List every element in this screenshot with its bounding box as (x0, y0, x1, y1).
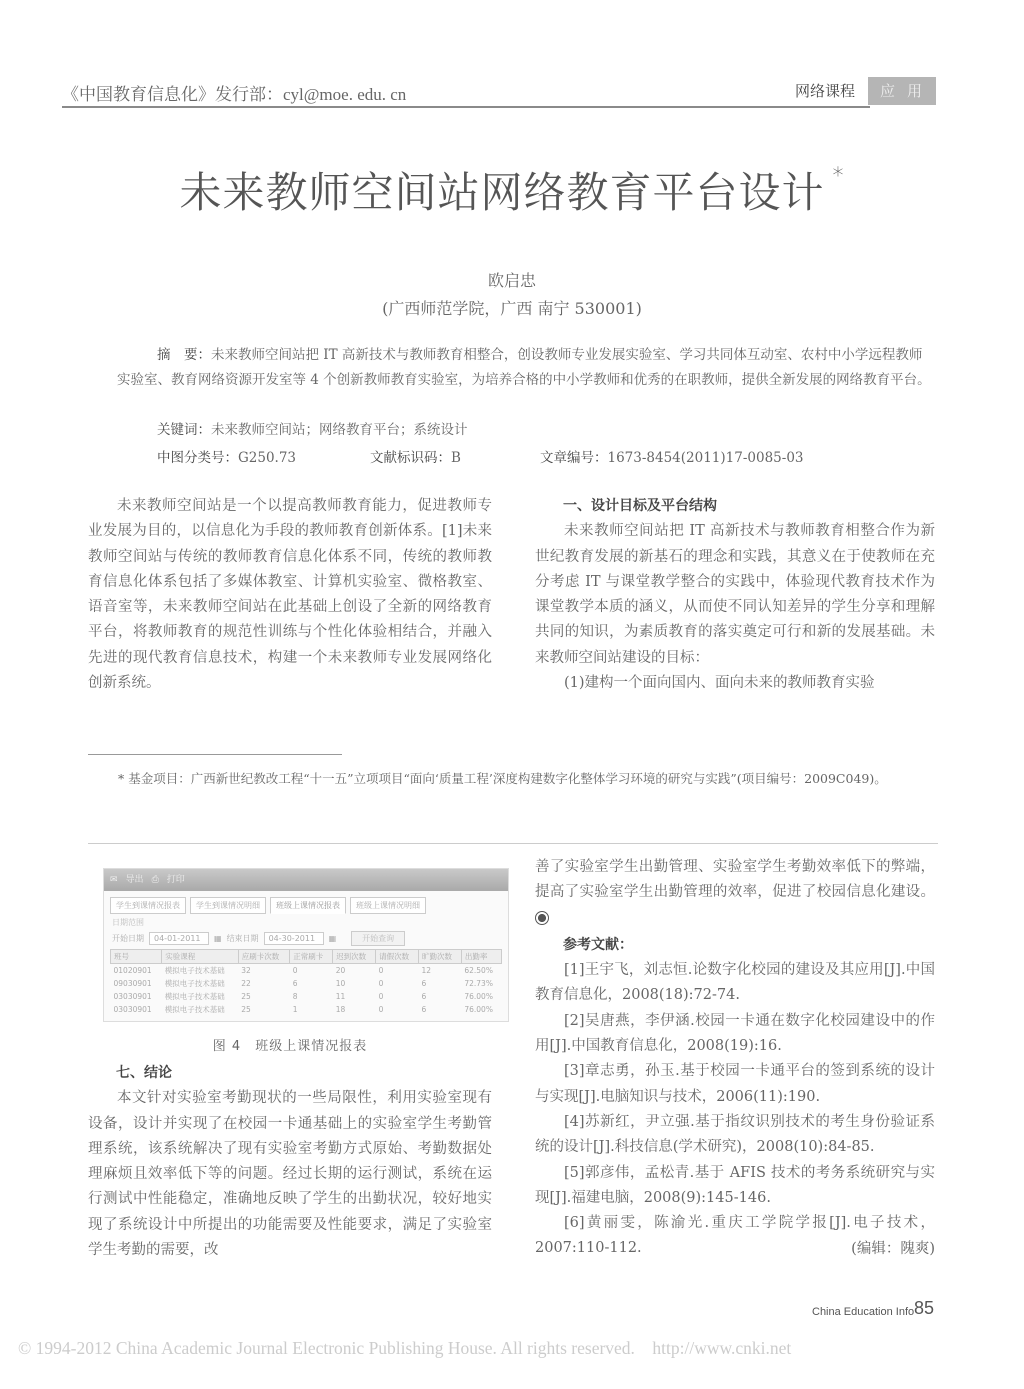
table-cell: 72.73% (464, 979, 493, 988)
figure-tab: 班级上课情况明细 (350, 897, 426, 914)
figure-tab-active: 班级上课情况报表 (270, 897, 346, 914)
funding-footnote: * 基金项目：广西新世纪教改工程“十一五”立项项目“面向‘质量工程’深度构建数字化整体学习环境的研究与实践”(项目编号：2009C049)。 (118, 771, 887, 786)
table-row (111, 1003, 502, 1016)
clc (157, 446, 296, 466)
table-cell: 20 (335, 966, 346, 975)
table-cell: 6 (421, 992, 427, 1001)
table-cell: 03030901 (113, 992, 152, 1001)
table-header-cell: 应刷卡次数 (238, 950, 290, 964)
end-date-label: 结束日期 (226, 934, 259, 943)
section7-heading: 七、结论 (116, 1065, 172, 1081)
table-cell: 25 (241, 992, 251, 1001)
footnote-rule (88, 754, 342, 755)
table-cell: 09030901 (113, 979, 152, 988)
table-header-cell: 迟到次数 (333, 950, 376, 964)
doc-code-value: B (451, 450, 461, 466)
table-cell: 6 (421, 1005, 427, 1014)
copyright-watermark: © 1994-2012 China Academic Journal Electronic Publishing House. All rights reserved. http://www.cnki.net (18, 1338, 792, 1358)
table-cell: 1 (292, 1005, 298, 1014)
end-mark-icon (535, 911, 549, 925)
abstract-label: 摘 要： (157, 347, 211, 363)
figure-tab: 学生到课情况明细 (190, 897, 266, 914)
intro-paragraph: 未来教师空间站是一个以提高教师教育能力，促进教师专业发展为目的，以信息化为手段的教师教育创新体系。[1]未来教师空间站与传统的教师教育信息化体系不同，传统的教师教育信息化体系包括了多媒体教室、计算机实验室、微格教室、语音室等，未来教师空间站在此基础上创设了全新的网络教育平台，将教师教育的规范性训练与个性化体验相结合，并融入先进的现代教育信息技术，构建一个未来教师专业发展网络化创新系统。 (88, 498, 492, 692)
table-header-cell: 实验课程 (162, 950, 239, 964)
table-cell: 22 (241, 979, 251, 988)
table-header-cell: 请假次数 (376, 950, 419, 964)
section7-paragraph: 本文针对实验室考勤现状的一些局限性，利用实验室现有设备，设计并实现了在校园一卡通基础上的实验室学生考勤管理系统，该系统解决了现有实验室考勤方式原始、考勤数据处理麻烦且效率低下等的问题。经过长期的运行测试，系统在运行测试中性能稳定，准确地反映了学生的出勤状况，较好地实现了系统设计中所提出的功能需要及性能要求，满足了实验室学生考勤的需要，改 (88, 1090, 492, 1259)
table-cell: 6 (421, 979, 427, 988)
title-footnote-mark: * (832, 164, 845, 189)
section7-continued (535, 855, 935, 931)
table-cell: 模拟电子技术基础 (164, 1005, 225, 1014)
page-separator (88, 843, 938, 844)
export-icon: ✉ (110, 875, 118, 885)
reference-item: [6]黄丽雯，陈渝光.重庆工学院学报[J].电子技术，2007:110-112. (535, 1215, 935, 1257)
print-label: 打印 (166, 875, 185, 885)
table-cell: 62.50% (464, 966, 493, 975)
table-cell: 32 (241, 966, 251, 975)
start-date-label: 开始日期 (112, 934, 144, 943)
end-date-field: 04-30-2011 (264, 932, 324, 945)
doc-code-label: 文献标识码： (370, 450, 451, 466)
clc-label: 中图分类号： (157, 450, 238, 466)
references-column (535, 855, 935, 1262)
reference-item: [1]王宇飞，刘志恒.论数字化校园的建设及其应用[J].中国教育信息化，2008(18):72-74. (535, 962, 935, 1004)
title-text: 未来教师空间站网络教育平台设计 (179, 168, 825, 217)
editor-note: (编辑：隗爽) (851, 1240, 935, 1257)
table-cell: 8 (292, 992, 298, 1001)
figure-4-screenshot (103, 868, 509, 1022)
date-filter-row (104, 931, 508, 946)
calendar-icon: ▦ (328, 934, 337, 943)
table-header-cell: 旷勤次数 (418, 950, 461, 964)
table-cell: 0 (292, 966, 298, 975)
doc-code (370, 446, 461, 466)
section-label: 网络课程 (795, 82, 856, 100)
section-tag: 应用 (868, 77, 936, 105)
figure-toolbar (104, 869, 508, 891)
table-cell: 0 (378, 1005, 384, 1014)
journal-header: 《中国教育信息化》发行部：cyl@moe. edu. cn (62, 85, 407, 104)
table-cell: 6 (292, 979, 298, 988)
table-cell: 模拟电子技术基础 (164, 966, 225, 975)
conclusion-column (88, 1061, 492, 1263)
page-number: 85 (914, 1298, 935, 1318)
reference-list (535, 958, 935, 1262)
start-date-field: 04-01-2011 (149, 932, 209, 945)
table-cell: 76.00% (464, 992, 493, 1001)
table-cell: 12 (421, 966, 432, 975)
attendance-table (110, 949, 502, 1016)
table-cell: 0 (378, 979, 384, 988)
table-cell: 25 (241, 1005, 251, 1014)
table-cell: 0 (378, 992, 384, 1001)
figure-tabs (104, 891, 508, 914)
export-label: 导出 (125, 875, 144, 885)
date-range-label: 日期范围 (112, 918, 144, 927)
section7-continued-text: 善了实验室学生出勤管理、实验室学生考勤效率低下的弊端，提高了实验室学生出勤管理的效率，促进了校园信息化建设。 (535, 859, 935, 901)
table-cell: 11 (335, 992, 346, 1001)
keywords-text: 未来教师空间站；网络教育平台；系统设计 (211, 422, 468, 438)
section1-heading: 一、设计目标及平台结构 (563, 498, 717, 514)
table-row (111, 977, 502, 990)
abstract (117, 343, 935, 393)
reference-item: [5]郭彦伟，孟松青.基于 AFIS 技术的考务系统研究与实现[J].福建电脑，2008(9):145-146. (535, 1164, 935, 1206)
section1-column (535, 494, 935, 696)
article-number-label: 文章编号： (540, 450, 608, 466)
article-title (0, 160, 1024, 220)
calendar-icon: ▦ (214, 934, 222, 943)
article-number (540, 446, 804, 466)
table-cell: 0 (378, 966, 384, 975)
query-button: 开始查询 (351, 931, 405, 946)
table-cell: 03030901 (113, 1005, 152, 1014)
keywords (157, 418, 468, 438)
author: 欧启忠 (487, 271, 536, 290)
figure-tab: 学生到课情况报表 (110, 897, 186, 914)
abstract-text: 未来教师空间站把 IT 高新技术与教师教育相整合，创设教师专业发展实验室、学习共同体互动室、农村中小学远程教师实验室、教育网络资源开发室等 4 个创新教师教育实验室，为培养合格的中小学教师和优秀的在职教师，提供全新发展的网络教育平台。 (117, 347, 931, 388)
intro-column (88, 494, 492, 696)
table-cell: 18 (335, 1005, 346, 1014)
table-row (111, 990, 502, 1003)
affiliation: (广西师范学院，广西 南宁 530001) (382, 299, 642, 318)
clc-value: G250.73 (238, 450, 297, 466)
table-header-cell: 出勤率 (461, 950, 501, 964)
table-cell: 模拟电子技术基础 (164, 979, 225, 988)
article-number-value: 1673-8454(2011)17-0085-03 (607, 450, 804, 466)
table-cell: 模拟电子技术基础 (164, 992, 225, 1001)
table-cell: 01020901 (113, 966, 152, 975)
table-header-cell: 班号 (111, 950, 162, 964)
references-heading: 参考文献： (563, 936, 633, 953)
figure-caption: 图 4 班级上课情况报表 (212, 1039, 368, 1054)
section1-item1: (1)建构一个面向国内、面向未来的教师教育实验 (564, 675, 875, 692)
reference-item: [4]苏新红，尹立强.基于指纹识别技术的考生身份验证系统的设计[J].科技信息(学术研究)，2008(10):84-85. (535, 1113, 935, 1156)
section1-paragraph: 未来教师空间站把 IT 高新技术与教师教育相整合作为新世纪教育发展的新基石的理念和实践，其意义在于使教师在充分考虑 IT 与课堂教学整合的实践中，体验现代教育技术作为课堂教学本质的涵义，从而使不同认知差异的学生分享和理解共同的知识，为素质教育的落实奠定可行和新的发展基础。未来教师空间站建设的目标： (535, 523, 935, 666)
reference-item: [2]吴唐燕，李伊涵.校园一卡通在数字化校园建设中的作用[J].中国教育信息化，2008(19):16. (535, 1012, 935, 1055)
keywords-label: 关键词： (157, 422, 211, 438)
reference-item: [3]章志勇，孙玉.基于校园一卡通平台的签到系统的设计与实现[J].电脑知识与技术，2006(11):190. (535, 1063, 935, 1105)
print-icon: ⎙ (151, 875, 159, 885)
table-cell: 10 (335, 979, 346, 988)
table-header-cell: 正常刷卡 (290, 950, 333, 964)
footer-journal: China Education Info (812, 1306, 915, 1318)
table-cell: 76.00% (464, 1005, 493, 1014)
header-rule (62, 106, 870, 108)
table-row (111, 964, 502, 978)
